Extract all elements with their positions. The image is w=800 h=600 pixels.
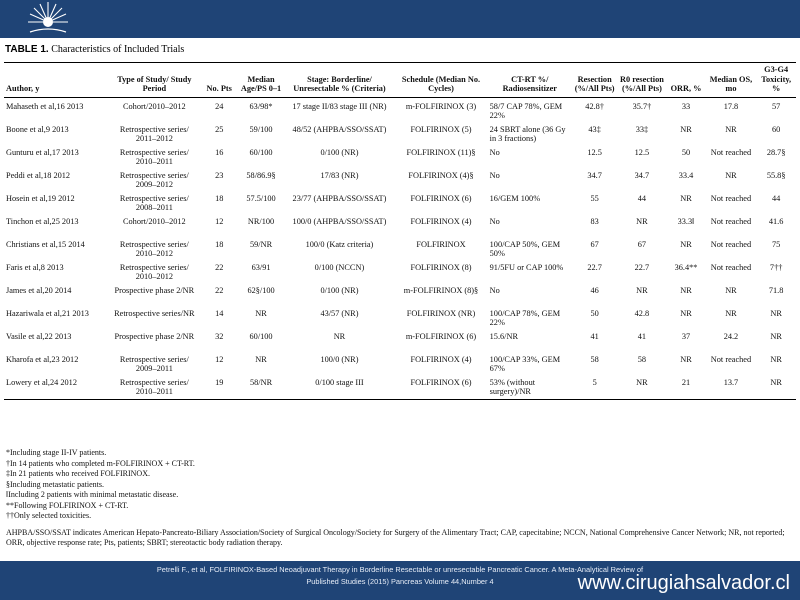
table-cell: 34.7	[587, 170, 602, 180]
table-cell: 37	[681, 331, 691, 341]
table-cell: FOLFIRINOX (4)	[410, 354, 472, 364]
header-cell: ORR, %	[666, 63, 705, 98]
table-cell: 63/91	[251, 262, 271, 272]
table-cell: Prospective phase 2/NR	[114, 285, 195, 295]
table-cell: Faris et al,8 2013	[6, 262, 64, 272]
table-cell: Hazariwala et al,21 2013	[6, 308, 89, 318]
table-row	[4, 169, 796, 192]
table-cell: 34.7	[634, 170, 650, 180]
table-cell: 16	[215, 147, 224, 157]
header-cell: Resection (%/All Pts)	[572, 63, 618, 98]
table-cell: NR	[725, 285, 737, 295]
table-cell: 44	[637, 193, 647, 203]
table-cell: 67	[637, 239, 647, 249]
table-cell: Christians et al,15 2014	[6, 239, 85, 249]
table-cell: 22.7	[587, 262, 602, 272]
table-cell: 32	[215, 331, 224, 341]
table-cell: 35.7†	[632, 101, 652, 111]
footnotes	[6, 448, 195, 522]
footnote: §Including metastatic patients.	[6, 479, 104, 489]
table-header-row	[4, 63, 796, 98]
table-cell: 50	[681, 147, 691, 157]
table-cell: Retrospective series/ 2011–2012	[119, 124, 189, 143]
citation-line: Published Studies (2015) Pancreas Volume 44,Number 4	[306, 577, 494, 586]
top-bar	[0, 0, 800, 38]
table-cell: 33	[681, 101, 691, 111]
table-cell: 44	[772, 193, 781, 203]
table-cell: Retrospective series/ 2010–2011	[108, 376, 201, 400]
table-cell: NR	[255, 354, 267, 364]
table-cell: NR	[255, 308, 267, 318]
table-cell: NR	[680, 239, 692, 249]
footnote: **Following FOLFIRINOX + CT-RT.	[6, 500, 129, 510]
table-cell: Retrospective series/ 2009–2011	[119, 354, 189, 373]
table-title-label: TABLE 1.	[5, 44, 49, 55]
table-cell: Lowery et al,24 2012	[4, 376, 108, 400]
table-cell: 55.8§	[766, 170, 786, 180]
table-cell: 36.4**	[674, 262, 698, 272]
table-row	[4, 307, 796, 330]
table-cell: 12.5	[634, 147, 650, 157]
header-cell: Type of Study/ Study Period	[108, 63, 201, 98]
header-cell: Author, y	[4, 63, 108, 98]
table-cell: 41.6	[768, 216, 784, 226]
table-cell: m-FOLFIRINOX (3)	[405, 101, 477, 111]
table-cell: 63/98*	[249, 101, 273, 111]
table-row	[4, 330, 796, 353]
website-link[interactable]: www.cirugiahsalvador.cl	[577, 572, 790, 594]
header-cell: No. Pts	[201, 63, 238, 98]
table-cell: Mahaseth et al,16 2013	[6, 101, 84, 111]
table-cell: FOLFIRINOX	[416, 239, 466, 249]
table-cell: 0/100 (NCCN)	[314, 262, 365, 272]
table-cell: 57.5/100	[246, 193, 276, 203]
table-cell: NR	[333, 331, 346, 341]
table-cell: 18	[215, 193, 224, 203]
table-cell: 60/100	[249, 147, 273, 157]
table-cell: Not reached	[710, 354, 752, 364]
table-cell: 62§/100	[247, 285, 275, 295]
header-cell: Schedule (Median No. Cycles)	[394, 63, 487, 98]
table-cell: Retrospective series/ 2008–2011	[119, 193, 189, 212]
table-cell: NR	[725, 170, 737, 180]
table-cell: 22.7	[634, 262, 650, 272]
table-cell: Retrospective series/ 2010–2011	[119, 147, 189, 166]
table-cell: NR	[636, 216, 648, 226]
table-cell: 43‡	[588, 124, 601, 134]
table-cell: NR	[617, 376, 666, 400]
table-cell: 100/CAP 50%, GEM 50%	[489, 239, 561, 258]
table-cell: 18	[215, 239, 224, 249]
table-cell: NR	[680, 124, 692, 134]
table-cell: 23	[215, 170, 224, 180]
table-row	[4, 376, 796, 400]
table-cell: NR	[725, 308, 737, 318]
table-cell: 57	[772, 101, 781, 111]
table-cell: Not reached	[710, 239, 752, 249]
table-cell: 16/GEM 100%	[489, 193, 541, 203]
table-row	[4, 97, 796, 123]
table-cell: 67	[590, 239, 599, 249]
table-cell: 24	[215, 101, 224, 111]
table-cell: 12	[215, 354, 224, 364]
table-cell: No	[489, 285, 500, 295]
header-cell: G3-G4 Toxicity, %	[756, 63, 796, 98]
table-cell: NR	[770, 331, 782, 341]
table-cell: No	[489, 170, 500, 180]
table-cell: 0/100 stage III	[285, 376, 395, 400]
table-cell: FOLFIRINOX (4)§	[408, 170, 474, 180]
table-cell: 58/7 CAP 78%, GEM 22%	[489, 101, 563, 120]
table-cell: 13.7	[706, 376, 757, 400]
table-cell: 14	[215, 308, 224, 318]
table-cell: 48/52 (AHPBA/SSO/SSAT)	[292, 124, 387, 134]
table-cell: 41	[637, 331, 647, 341]
trials-table	[4, 62, 796, 400]
table-cell: NR	[680, 285, 692, 295]
table-cell: FOLFIRINOX (NR)	[406, 308, 476, 318]
header-cell: Median OS, mo	[706, 63, 757, 98]
header-cell: Stage: Borderline/ Unresectable % (Criteria)	[285, 63, 395, 98]
table-cell: 100/0 (AHPBA/SSO/SSAT)	[292, 216, 387, 226]
table-cell: 42.8†	[585, 101, 604, 111]
table-cell: 53% (without surgery)/NR	[488, 376, 572, 400]
table-cell: 100/CAP 78%, GEM 22%	[489, 308, 561, 327]
table-cell: NR	[680, 308, 692, 318]
table-cell: Not reached	[710, 262, 752, 272]
table-cell: 33‡	[635, 124, 649, 134]
table-cell: 22	[215, 285, 224, 295]
table-cell: 23/77 (AHPBA/SSO/SSAT)	[292, 193, 387, 203]
table-cell: No	[489, 147, 500, 157]
table-cell: m-FOLFIRINOX (8)§	[403, 285, 479, 295]
table-cell: m-FOLFIRINOX (6)	[405, 331, 477, 341]
table-cell: Prospective phase 2/NR	[114, 331, 195, 341]
table-row	[4, 284, 796, 307]
table-cell: FOLFIRINOX (5)	[410, 124, 472, 134]
table-cell: Retrospective series/ 2009–2012	[119, 170, 189, 189]
table-cell: 5	[572, 376, 618, 400]
table-cell: 0/100 (NR)	[320, 147, 359, 157]
table-row	[4, 261, 796, 284]
footnote: *Including stage II-IV patients.	[6, 448, 107, 457]
footnote: †In 14 patients who completed m-FOLFIRINOX + CT-RT.	[6, 458, 195, 468]
abbreviations-note: AHPBA/SSO/SSAT indicates American Hepato-Pancreato-Biliary Association/Society of Surgical Oncology/Society for Surgery of the Alimentary Tract; CAP, capecitabine; NCCN, National Comprehensive Cancer Network; NR, not reported; ORR, objective response rate; Pts, patients; SBRT; stereotactic body radiation therapy.	[6, 528, 785, 547]
table-row	[4, 215, 796, 238]
table-cell: 59/NR	[249, 239, 273, 249]
table-title-text: Characteristics of Included Trials	[51, 44, 185, 55]
table-cell: 71.8	[768, 285, 784, 295]
sunburst-logo-icon	[18, 0, 78, 38]
table-cell: 25	[215, 124, 224, 134]
table-cell: 24.2	[723, 331, 739, 341]
table-cell: 41	[590, 331, 599, 341]
table-cell: Tinchon et al,25 2013	[6, 216, 79, 226]
table-cell: Gunturu et al,17 2013	[6, 147, 79, 157]
table-cell: NR	[680, 354, 692, 364]
table-cell: 22	[215, 262, 224, 272]
table-cell: 100/0 (Katz criteria)	[305, 239, 374, 249]
table-cell: NR	[680, 193, 692, 203]
table-row	[4, 353, 796, 376]
table-cell: Boone et al,9 2013	[6, 124, 69, 134]
table-cell: 91/5FU or CAP 100%	[489, 262, 564, 272]
table-cell: FOLFIRINOX (6)	[394, 376, 487, 400]
table-cell: 0/100 (NR)	[320, 285, 359, 295]
table-cell: Hosein et al,19 2012	[6, 193, 75, 203]
table-cell: 75	[772, 239, 781, 249]
table-cell: FOLFIRINOX (11)§	[406, 147, 476, 157]
table-cell: 58/NR	[238, 376, 285, 400]
table-cell: NR	[636, 285, 648, 295]
table-cell: Cohort/2010–2012	[123, 101, 186, 111]
table-cell: 7††	[769, 262, 783, 272]
table-cell: 58	[637, 354, 647, 364]
table-cell: 46	[590, 285, 599, 295]
table-cell: 33.3‖	[677, 216, 695, 226]
table-cell: FOLFIRINOX (6)	[410, 193, 472, 203]
table-cell: James et al,20 2014	[6, 285, 72, 295]
table-cell: 28.7§	[766, 147, 786, 157]
table-cell: 17 stage II/83 stage III (NR)	[292, 101, 387, 111]
table-cell: NR	[756, 376, 796, 400]
footnote: ††Only selected toxicities.	[6, 511, 92, 520]
table-cell: Vasile et al,22 2013	[6, 331, 72, 341]
header-cell: R0 resection (%/All Pts)	[617, 63, 666, 98]
table-cell: Retrospective series/ 2010–2012	[119, 262, 189, 281]
table-title	[5, 44, 184, 55]
table-cell: 83	[590, 216, 599, 226]
table-row	[4, 192, 796, 215]
footnote: ‡In 21 patients who received FOLFIRINOX.	[6, 469, 150, 478]
table-cell: 59/100	[249, 124, 273, 134]
table-cell: 19	[201, 376, 238, 400]
table-row	[4, 146, 796, 169]
table-cell: 55	[590, 193, 599, 203]
header-cell: CT-RT %/ Radiosensitizer	[488, 63, 572, 98]
table-cell: 43/57 (NR)	[320, 308, 359, 318]
table-cell: 17.8	[723, 101, 739, 111]
table-cell: Not reached	[710, 193, 752, 203]
table-cell: 58/86.9§	[246, 170, 276, 180]
table-cell: Cohort/2010–2012	[123, 216, 186, 226]
table-cell: 24 SBRT alone (36 Gy in 3 fractions)	[489, 124, 566, 143]
table-cell: 100/CAP 33%, GEM 67%	[489, 354, 561, 373]
table-cell: 50	[590, 308, 599, 318]
header-cell: Median Age/PS 0–1	[238, 63, 285, 98]
table-cell: FOLFIRINOX (4)	[410, 216, 472, 226]
table-cell: NR	[770, 354, 782, 364]
table-cell: 60/100	[249, 331, 273, 341]
table-cell: 17/83 (NR)	[320, 170, 359, 180]
table-row	[4, 238, 796, 261]
table-cell: 21	[666, 376, 705, 400]
table-cell: 58	[590, 354, 599, 364]
table-cell: Not reached	[710, 216, 752, 226]
table-cell: NR	[725, 124, 737, 134]
table-cell: Not reached	[710, 147, 752, 157]
footnote: ‖Including 2 patients with minimal metastatic disease.	[6, 490, 179, 499]
table-cell: Retrospective series/NR	[114, 308, 195, 318]
table-cell: 42.8	[634, 308, 650, 318]
table-cell: Peddi et al,18 2012	[6, 170, 71, 180]
table-row	[4, 123, 796, 146]
table-cell: Retrospective series/ 2010–2012	[119, 239, 189, 258]
table-cell: 33.4	[678, 170, 694, 180]
table-cell: 100/0 (NR)	[320, 354, 359, 364]
table-cell: Kharofa et al,23 2012	[6, 354, 79, 364]
table-cell: 15.6/NR	[489, 331, 518, 341]
table-cell: 12.5	[587, 147, 602, 157]
table-cell: No	[489, 216, 500, 226]
table-cell: NR	[770, 308, 782, 318]
table-cell: 12	[215, 216, 224, 226]
table-sheet	[0, 38, 800, 561]
table-cell: NR/100	[247, 216, 275, 226]
table-cell: FOLFIRINOX (8)	[410, 262, 472, 272]
table-cell: 60	[772, 124, 781, 134]
citation-line: Petrelli F., et al, FOLFIRINOX-Based Neoadjuvant Therapy in Borderline Resectable or unresectable Pancreatic Cancer. A Meta-Analytical Review of	[156, 565, 644, 574]
